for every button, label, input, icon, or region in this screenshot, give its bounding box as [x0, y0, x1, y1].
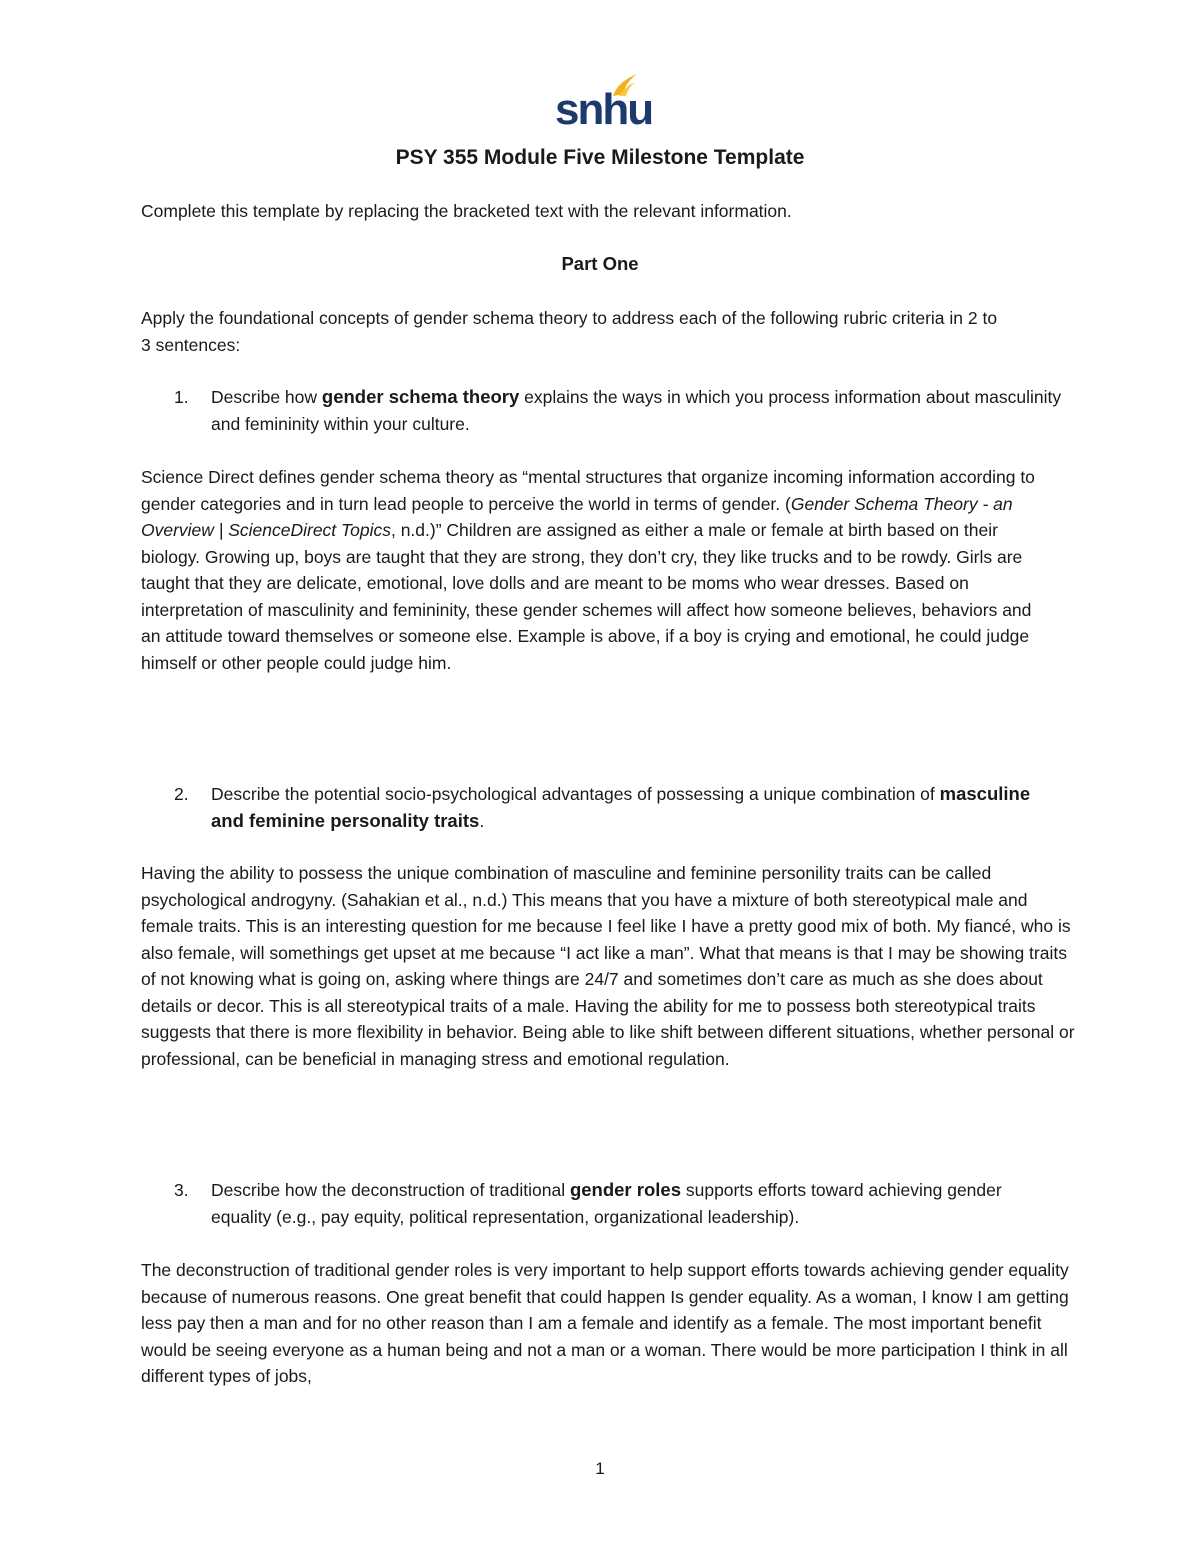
item-emphasis: gender roles	[569, 1179, 681, 1200]
rubric-item-3	[211, 1177, 1061, 1230]
item-text: Describe how the deconstruction of traditional	[211, 1180, 570, 1200]
item-text: .	[479, 810, 485, 831]
rubric-item-1	[211, 384, 1071, 437]
item-number: 2.	[174, 784, 189, 804]
item-text: explains the ways in which you process information about masculinity and femininity within your culture.	[211, 387, 1062, 434]
document-title: PSY 355 Module Five Milestone Template	[395, 146, 805, 169]
part-heading: Part One	[561, 253, 639, 274]
item-text: Describe the potential socio-psychological advantages of possessing a unique combination of	[211, 784, 940, 804]
answer-1	[141, 464, 1051, 676]
answer-text: Science Direct defines gender schema theory as “mental structures that organize incoming information according to gender categories and in turn lead people to perceive the world in terms of gender. (	[141, 467, 1035, 514]
answer-text: , n.d.)” Children are assigned as either a male or female at birth based on their biology. Growing up, boys are taught that they are strong, they don’t cry, they like trucks and to be rowdy. Girls are taught that they are delicate, emotional, love dolls and are meant to be moms who wear dresses. Based on interpretation of masculinity and femininity, these gender schemes will affect how someone believes, behaviors and an attitude toward themselves or someone else. Example is above, if a boy is crying and emotional, he could judge himself or other people could judge him.	[141, 520, 1032, 673]
item-emphasis: gender schema theory	[321, 386, 520, 407]
intro-text: Apply the foundational concepts of gender schema theory to address each of the following rubric criteria in 2 to 3 sentences:	[141, 308, 998, 355]
answer-3: The deconstruction of traditional gender roles is very important to help support efforts towards achieving gender equality because of numerous reasons. One great benefit that could happen Is gender equality. As a woman, I know I am getting less pay then a man and for no other reason than I am a female and identify as a female. The most important benefit would be seeing everyone as a human being and not a man or a woman. There would be more participation I think in all different types of jobs,	[141, 1260, 1069, 1386]
citation-title: Gender Schema Theory - an Overview | ScienceDirect Topics	[141, 493, 1013, 540]
instructions-text: Complete this template by replacing the bracketed text with the relevant information.	[141, 201, 792, 221]
page-number: 1	[595, 1459, 605, 1478]
item-number: 1.	[174, 387, 189, 407]
item-text: Describe how	[211, 387, 322, 407]
logo-wordmark: snhu	[555, 85, 653, 134]
item-text: supports efforts toward achieving gender equality (e.g., pay equity, political representation, organizational leadership).	[211, 1180, 1002, 1227]
rubric-item-2	[211, 781, 1041, 834]
item-emphasis: masculine and feminine personality traits	[211, 783, 1031, 831]
item-number: 3.	[174, 1180, 189, 1200]
answer-2: Having the ability to possess the unique combination of masculine and feminine personility traits can be called psychological androgyny. (Sahakian et al., n.d.) This means that you have a mixture of both stereotypical male and female traits. This is an interesting question for me because I feel like I have a pretty good mix of both. My fiancé, who is also female, will somethings get upset at me because “I act like a man”. What that means is that I may be showing traits of not knowing what is going on, asking where things are 24/7 and sometimes don’t care as much as she does about details or decor. This is all stereotypical traits of a male. Having the ability for me to possess both stereotypical traits suggests that there is more flexibility in behavior. Being able to like shift between different situations, whether personal or professional, can be beneficial in managing stress and emotional regulation.	[141, 863, 1075, 1069]
snhu-logo	[555, 72, 653, 134]
